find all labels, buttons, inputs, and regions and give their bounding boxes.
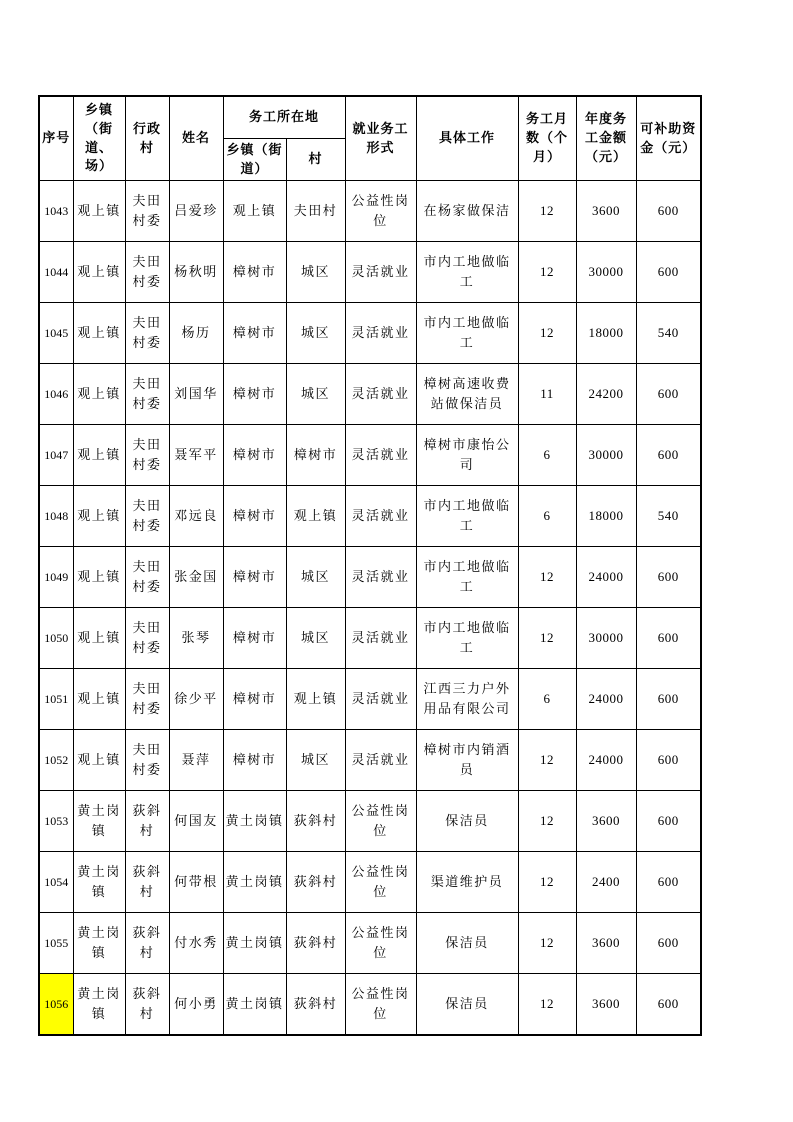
employment-subsidy-table: [38, 95, 702, 1036]
cell-serial: 1044: [39, 242, 73, 303]
cell-annual-amount: 24000: [576, 730, 636, 791]
cell-job: 市内工地做临工: [416, 486, 518, 547]
cell-name: 张金国: [169, 547, 223, 608]
cell-months: 12: [518, 242, 576, 303]
cell-work-township: 樟树市: [223, 303, 286, 364]
cell-serial: 1051: [39, 669, 73, 730]
cell-serial: 1048: [39, 486, 73, 547]
table-row: [39, 181, 701, 242]
cell-subsidy: 600: [636, 974, 701, 1036]
table-row: [39, 852, 701, 913]
cell-village: 夫田村委: [125, 608, 169, 669]
cell-annual-amount: 24000: [576, 547, 636, 608]
cell-township: 观上镇: [73, 425, 125, 486]
cell-subsidy: 600: [636, 242, 701, 303]
table-row: [39, 730, 701, 791]
cell-township: 观上镇: [73, 486, 125, 547]
cell-months: 12: [518, 791, 576, 852]
cell-name: 杨秋明: [169, 242, 223, 303]
cell-work-township: 黄土岗镇: [223, 791, 286, 852]
cell-employment-type: 灵活就业: [345, 730, 416, 791]
cell-serial: 1052: [39, 730, 73, 791]
table-row: [39, 791, 701, 852]
cell-serial: 1047: [39, 425, 73, 486]
cell-serial: 1043: [39, 181, 73, 242]
cell-work-township: 樟树市: [223, 486, 286, 547]
cell-annual-amount: 30000: [576, 608, 636, 669]
cell-village: 荻斜村: [125, 791, 169, 852]
cell-employment-type: 公益性岗位: [345, 852, 416, 913]
cell-employment-type: 灵活就业: [345, 547, 416, 608]
header-serial: 序号: [39, 96, 73, 181]
document-page: [38, 95, 702, 1036]
cell-work-village: 荻斜村: [286, 974, 345, 1036]
header-work-village: 村: [286, 139, 345, 181]
cell-work-village: 城区: [286, 303, 345, 364]
cell-subsidy: 600: [636, 608, 701, 669]
cell-subsidy: 600: [636, 425, 701, 486]
cell-job: 樟树高速收费站做保洁员: [416, 364, 518, 425]
table-row: [39, 913, 701, 974]
cell-months: 6: [518, 425, 576, 486]
cell-serial: 1056: [39, 974, 73, 1036]
cell-months: 12: [518, 852, 576, 913]
header-work-township: 乡镇（街道）: [223, 139, 286, 181]
cell-village: 荻斜村: [125, 974, 169, 1036]
cell-township: 观上镇: [73, 242, 125, 303]
header-name: 姓名: [169, 96, 223, 181]
cell-months: 12: [518, 730, 576, 791]
cell-serial: 1045: [39, 303, 73, 364]
table-header: [39, 96, 701, 181]
cell-village: 夫田村委: [125, 486, 169, 547]
cell-work-township: 樟树市: [223, 608, 286, 669]
header-subsidy: 可补助资金（元）: [636, 96, 701, 181]
cell-annual-amount: 30000: [576, 425, 636, 486]
cell-serial: 1054: [39, 852, 73, 913]
cell-serial: 1055: [39, 913, 73, 974]
cell-annual-amount: 24200: [576, 364, 636, 425]
cell-job: 市内工地做临工: [416, 547, 518, 608]
cell-work-village: 城区: [286, 608, 345, 669]
cell-village: 夫田村委: [125, 364, 169, 425]
header-months: 务工月数（个月）: [518, 96, 576, 181]
cell-village: 夫田村委: [125, 242, 169, 303]
cell-township: 观上镇: [73, 608, 125, 669]
cell-name: 徐少平: [169, 669, 223, 730]
cell-annual-amount: 24000: [576, 669, 636, 730]
cell-village: 夫田村委: [125, 547, 169, 608]
cell-annual-amount: 18000: [576, 303, 636, 364]
cell-employment-type: 灵活就业: [345, 486, 416, 547]
cell-job: 江西三力户外用品有限公司: [416, 669, 518, 730]
cell-name: 张琴: [169, 608, 223, 669]
cell-subsidy: 600: [636, 547, 701, 608]
table-row: [39, 364, 701, 425]
cell-serial: 1050: [39, 608, 73, 669]
cell-employment-type: 公益性岗位: [345, 913, 416, 974]
header-township: 乡镇（街道、场）: [73, 96, 125, 181]
cell-job: 市内工地做临工: [416, 242, 518, 303]
header-work-location-group: 务工所在地: [223, 96, 345, 139]
cell-employment-type: 灵活就业: [345, 242, 416, 303]
cell-employment-type: 灵活就业: [345, 608, 416, 669]
cell-annual-amount: 2400: [576, 852, 636, 913]
cell-job: 市内工地做临工: [416, 608, 518, 669]
cell-months: 12: [518, 608, 576, 669]
cell-name: 何小勇: [169, 974, 223, 1036]
table-row: [39, 242, 701, 303]
cell-annual-amount: 30000: [576, 242, 636, 303]
table-row: [39, 608, 701, 669]
cell-township: 黄土岗镇: [73, 974, 125, 1036]
cell-township: 黄土岗镇: [73, 913, 125, 974]
cell-months: 12: [518, 547, 576, 608]
cell-subsidy: 600: [636, 669, 701, 730]
table-row: [39, 547, 701, 608]
cell-name: 何带根: [169, 852, 223, 913]
cell-months: 12: [518, 913, 576, 974]
cell-village: 荻斜村: [125, 913, 169, 974]
cell-village: 夫田村委: [125, 730, 169, 791]
cell-work-village: 城区: [286, 547, 345, 608]
cell-job: 渠道维护员: [416, 852, 518, 913]
cell-township: 黄土岗镇: [73, 852, 125, 913]
cell-work-village: 观上镇: [286, 669, 345, 730]
header-employment-type: 就业务工形式: [345, 96, 416, 181]
header-job: 具体工作: [416, 96, 518, 181]
table-row: [39, 303, 701, 364]
cell-employment-type: 公益性岗位: [345, 791, 416, 852]
cell-months: 6: [518, 669, 576, 730]
cell-name: 聂军平: [169, 425, 223, 486]
cell-name: 何国友: [169, 791, 223, 852]
cell-job: 在杨家做保洁: [416, 181, 518, 242]
cell-work-village: 荻斜村: [286, 852, 345, 913]
cell-subsidy: 600: [636, 181, 701, 242]
cell-name: 付水秀: [169, 913, 223, 974]
cell-village: 夫田村委: [125, 181, 169, 242]
cell-subsidy: 600: [636, 852, 701, 913]
cell-township: 黄土岗镇: [73, 791, 125, 852]
cell-work-village: 荻斜村: [286, 791, 345, 852]
cell-village: 夫田村委: [125, 303, 169, 364]
cell-work-township: 樟树市: [223, 547, 286, 608]
table-row: [39, 425, 701, 486]
cell-months: 12: [518, 974, 576, 1036]
cell-job: 市内工地做临工: [416, 303, 518, 364]
cell-work-village: 荻斜村: [286, 913, 345, 974]
cell-work-village: 夫田村: [286, 181, 345, 242]
cell-work-village: 观上镇: [286, 486, 345, 547]
cell-name: 杨历: [169, 303, 223, 364]
cell-work-village: 樟树市: [286, 425, 345, 486]
cell-subsidy: 600: [636, 791, 701, 852]
cell-job: 樟树市内销酒员: [416, 730, 518, 791]
table-row: [39, 974, 701, 1036]
cell-employment-type: 公益性岗位: [345, 181, 416, 242]
header-annual-amount: 年度务工金额（元）: [576, 96, 636, 181]
cell-months: 6: [518, 486, 576, 547]
cell-work-township: 樟树市: [223, 730, 286, 791]
cell-job: 保洁员: [416, 974, 518, 1036]
table-row: [39, 486, 701, 547]
cell-township: 观上镇: [73, 364, 125, 425]
cell-annual-amount: 3600: [576, 913, 636, 974]
cell-work-village: 城区: [286, 730, 345, 791]
cell-village: 荻斜村: [125, 852, 169, 913]
cell-months: 11: [518, 364, 576, 425]
cell-subsidy: 600: [636, 730, 701, 791]
cell-employment-type: 灵活就业: [345, 364, 416, 425]
cell-employment-type: 公益性岗位: [345, 974, 416, 1036]
cell-subsidy: 600: [636, 364, 701, 425]
cell-work-township: 樟树市: [223, 242, 286, 303]
cell-serial: 1046: [39, 364, 73, 425]
cell-township: 观上镇: [73, 181, 125, 242]
cell-township: 观上镇: [73, 303, 125, 364]
cell-serial: 1053: [39, 791, 73, 852]
cell-township: 观上镇: [73, 547, 125, 608]
cell-work-township: 樟树市: [223, 425, 286, 486]
cell-name: 邓远良: [169, 486, 223, 547]
cell-annual-amount: 3600: [576, 791, 636, 852]
cell-employment-type: 灵活就业: [345, 669, 416, 730]
cell-work-township: 黄土岗镇: [223, 974, 286, 1036]
table-body: [39, 181, 701, 1036]
cell-job: 樟树市康怡公司: [416, 425, 518, 486]
cell-work-township: 樟树市: [223, 669, 286, 730]
cell-work-village: 城区: [286, 364, 345, 425]
table-row: [39, 669, 701, 730]
cell-subsidy: 540: [636, 303, 701, 364]
cell-work-township: 黄土岗镇: [223, 913, 286, 974]
cell-months: 12: [518, 181, 576, 242]
cell-township: 观上镇: [73, 730, 125, 791]
cell-job: 保洁员: [416, 791, 518, 852]
cell-work-village: 城区: [286, 242, 345, 303]
cell-township: 观上镇: [73, 669, 125, 730]
cell-name: 刘国华: [169, 364, 223, 425]
cell-village: 夫田村委: [125, 425, 169, 486]
cell-months: 12: [518, 303, 576, 364]
cell-name: 吕爱珍: [169, 181, 223, 242]
cell-employment-type: 灵活就业: [345, 425, 416, 486]
cell-subsidy: 540: [636, 486, 701, 547]
cell-job: 保洁员: [416, 913, 518, 974]
header-village: 行政村: [125, 96, 169, 181]
cell-annual-amount: 3600: [576, 974, 636, 1036]
cell-work-township: 樟树市: [223, 364, 286, 425]
cell-serial: 1049: [39, 547, 73, 608]
cell-name: 聂萍: [169, 730, 223, 791]
cell-annual-amount: 18000: [576, 486, 636, 547]
cell-employment-type: 灵活就业: [345, 303, 416, 364]
cell-village: 夫田村委: [125, 669, 169, 730]
cell-work-township: 观上镇: [223, 181, 286, 242]
cell-subsidy: 600: [636, 913, 701, 974]
cell-work-township: 黄土岗镇: [223, 852, 286, 913]
cell-annual-amount: 3600: [576, 181, 636, 242]
